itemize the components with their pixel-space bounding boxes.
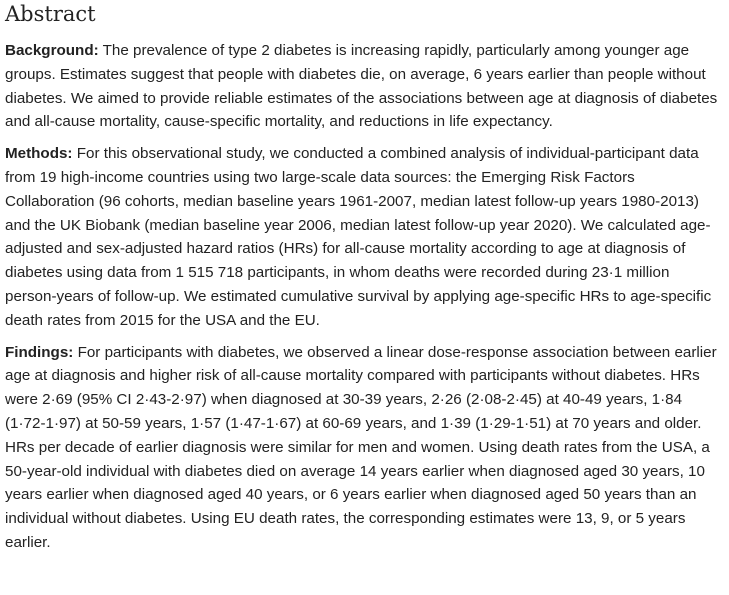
findings-paragraph (5, 341, 723, 555)
abstract-section (5, 0, 723, 555)
background-paragraph (5, 39, 723, 134)
findings-label: Findings: (5, 343, 74, 361)
methods-text: For this observational study, we conducted a combined analysis of individual-participant data from 19 high-income countries using two large-scale data sources: the Emerging Risk Factors Collaboration (96 cohorts, median baseline years 1961-2007, median latest follow-up years 1980-2013) and the UK Biobank (median baseline year 2006, median latest follow-up year 2020). We calculated age-adjusted and sex-adjusted hazard ratios (HRs) for all-cause mortality according to age at diagnosis of diabetes using data from 1 515 718 participants, in whom deaths were recorded during 23·1 million person-years of follow-up. We estimated cumulative survival by applying age-specific HRs to age-specific death rates from 2015 for the USA and the EU. (5, 145, 712, 329)
methods-label: Methods: (5, 145, 73, 163)
methods-paragraph (5, 142, 723, 332)
findings-text: For participants with diabetes, we observed a linear dose-response association between earlier age at diagnosis and higher risk of all-cause mortality compared with participants without diabetes. HRs were 2·69 (95% CI 2·43-2·97) when diagnosed at 30-39 years, 2·26 (2·08-2·45) at 40-49 years, 1·84 (1·72-1·97) at 50-59 years, 1·57 (1·47-1·67) at 60-69 years, and 1·39 (1·29-1·51) at 70 years and older. HRs per decade of earlier diagnosis were similar for men and women. Using death rates from the USA, a 50-year-old individual with diabetes died on average 14 years earlier when diagnosed aged 30 years, 10 years earlier when diagnosed aged 40 years, or 6 years earlier when diagnosed aged 50 years than an individual without diabetes. Using EU death rates, the corresponding estimates were 13, 9, or 5 years earlier. (5, 343, 717, 551)
abstract-heading: Abstract (5, 2, 96, 26)
background-text: The prevalence of type 2 diabetes is increasing rapidly, particularly among younger age groups. Estimates suggest that people with diabetes die, on average, 6 years earlier than people without diabetes. We aimed to provide reliable estimates of the associations between age at diagnosis of diabetes and all-cause mortality, cause-specific mortality, and reductions in life expectancy. (5, 42, 718, 131)
background-label: Background: (5, 42, 99, 59)
